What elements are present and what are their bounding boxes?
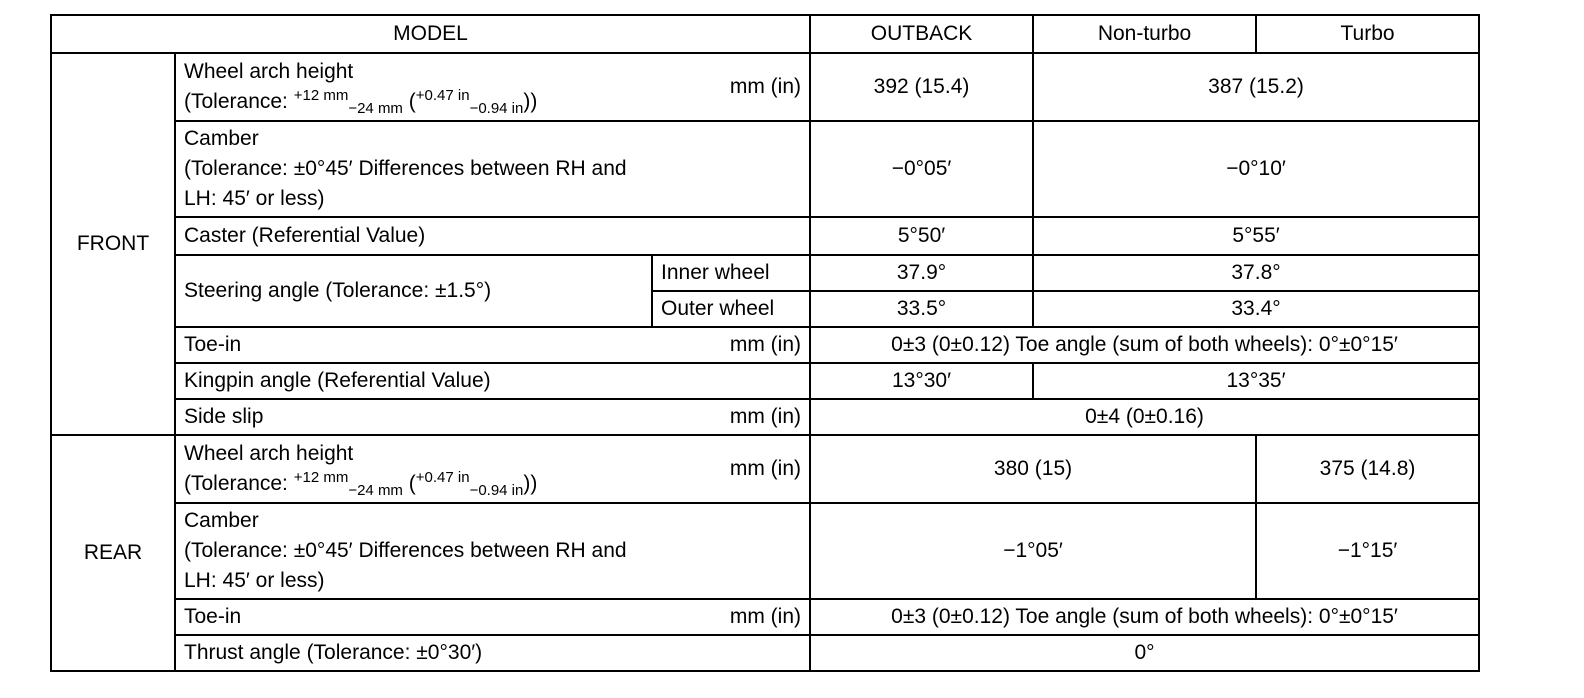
rear-camber-outback-nonturbo: −1°05′ xyxy=(810,503,1256,599)
front-toe-in-label: Toe-in mm (in) xyxy=(175,327,810,363)
front-camber-label: Camber (Tolerance: ±0°45′ Differences between RH and LH: 45′ or less) xyxy=(175,121,810,217)
front-steering-label: Steering angle (Tolerance: ±1.5°) xyxy=(175,255,652,327)
front-wheel-arch-unit: mm (in) xyxy=(729,75,802,98)
front-side-slip-value: 0±4 (0±0.16) xyxy=(810,399,1479,435)
header-model: MODEL xyxy=(51,15,810,53)
front-wheel-arch-title: Wheel arch height xyxy=(184,60,354,83)
rear-wheel-arch-row xyxy=(51,435,1479,503)
front-steering-outer-others: 33.4° xyxy=(1033,291,1479,327)
rear-toe-in-value: 0±3 (0±0.12) Toe angle (sum of both wheels): 0°±0°15′ xyxy=(810,599,1479,635)
front-steering-inner-others: 37.8° xyxy=(1033,255,1479,291)
header-row xyxy=(51,15,1479,53)
front-wheel-arch-row xyxy=(51,53,1479,121)
alignment-spec-table xyxy=(50,14,1480,672)
front-kingpin-label: Kingpin angle (Referential Value) xyxy=(175,363,810,399)
rear-wheel-arch-tolerance: (Tolerance: $^{+12 mm}_{-24 mm}$ ($^{+0.47 in}_{-0.94 in}$)) xyxy=(184,469,538,500)
front-camber-row xyxy=(51,121,1479,217)
rear-toe-in-label: Toe-in mm (in) xyxy=(175,599,810,635)
front-kingpin-others: 13°35′ xyxy=(1033,363,1479,399)
rear-wheel-arch-outback-nonturbo: 380 (15) xyxy=(810,435,1256,503)
rear-wheel-arch-title: Wheel arch height xyxy=(184,442,354,465)
front-steering-outer-outback: 33.5° xyxy=(810,291,1033,327)
rear-camber-turbo: −1°15′ xyxy=(1256,503,1479,599)
front-kingpin-row xyxy=(51,363,1479,399)
front-caster-label: Caster (Referential Value) xyxy=(175,217,810,255)
header-turbo: Turbo xyxy=(1256,15,1479,53)
rear-wheel-arch-label xyxy=(175,435,810,503)
header-non-turbo: Non-turbo xyxy=(1033,15,1256,53)
front-wheel-arch-label xyxy=(175,53,810,121)
front-steering-inner-label: Inner wheel xyxy=(652,255,810,291)
front-caster-outback: 5°50′ xyxy=(810,217,1033,255)
front-steering-inner-row xyxy=(51,255,1479,291)
front-toe-in-value: 0±3 (0±0.12) Toe angle (sum of both wheels): 0°±0°15′ xyxy=(810,327,1479,363)
front-camber-outback: −0°05′ xyxy=(810,121,1033,217)
rear-thrust-row xyxy=(51,635,1479,671)
front-steering-inner-outback: 37.9° xyxy=(810,255,1033,291)
rear-section-label: REAR xyxy=(51,435,175,671)
front-wheel-arch-others: 387 (15.2) xyxy=(1033,53,1479,121)
front-wheel-arch-outback: 392 (15.4) xyxy=(810,53,1033,121)
rear-thrust-value: 0° xyxy=(810,635,1479,671)
front-section-label: FRONT xyxy=(51,53,175,435)
rear-wheel-arch-unit: mm (in) xyxy=(729,457,802,480)
rear-toe-in-row xyxy=(51,599,1479,635)
front-kingpin-outback: 13°30′ xyxy=(810,363,1033,399)
front-side-slip-row xyxy=(51,399,1479,435)
front-camber-others: −0°10′ xyxy=(1033,121,1479,217)
front-side-slip-label: Side slip mm (in) xyxy=(175,399,810,435)
front-wheel-arch-tolerance: (Tolerance: $^{+12 mm}_{-24 mm}$ ($^{+0.47 in}_{-0.94 in}$)) xyxy=(184,87,538,118)
rear-camber-row xyxy=(51,503,1479,599)
rear-wheel-arch-turbo: 375 (14.8) xyxy=(1256,435,1479,503)
front-caster-others: 5°55′ xyxy=(1033,217,1479,255)
front-caster-row xyxy=(51,217,1479,255)
front-toe-in-row xyxy=(51,327,1479,363)
header-outback: OUTBACK xyxy=(810,15,1033,53)
front-steering-outer-label: Outer wheel xyxy=(652,291,810,327)
rear-camber-label: Camber (Tolerance: ±0°45′ Differences between RH and LH: 45′ or less) xyxy=(175,503,810,599)
rear-thrust-label: Thrust angle (Tolerance: ±0°30′) xyxy=(175,635,810,671)
